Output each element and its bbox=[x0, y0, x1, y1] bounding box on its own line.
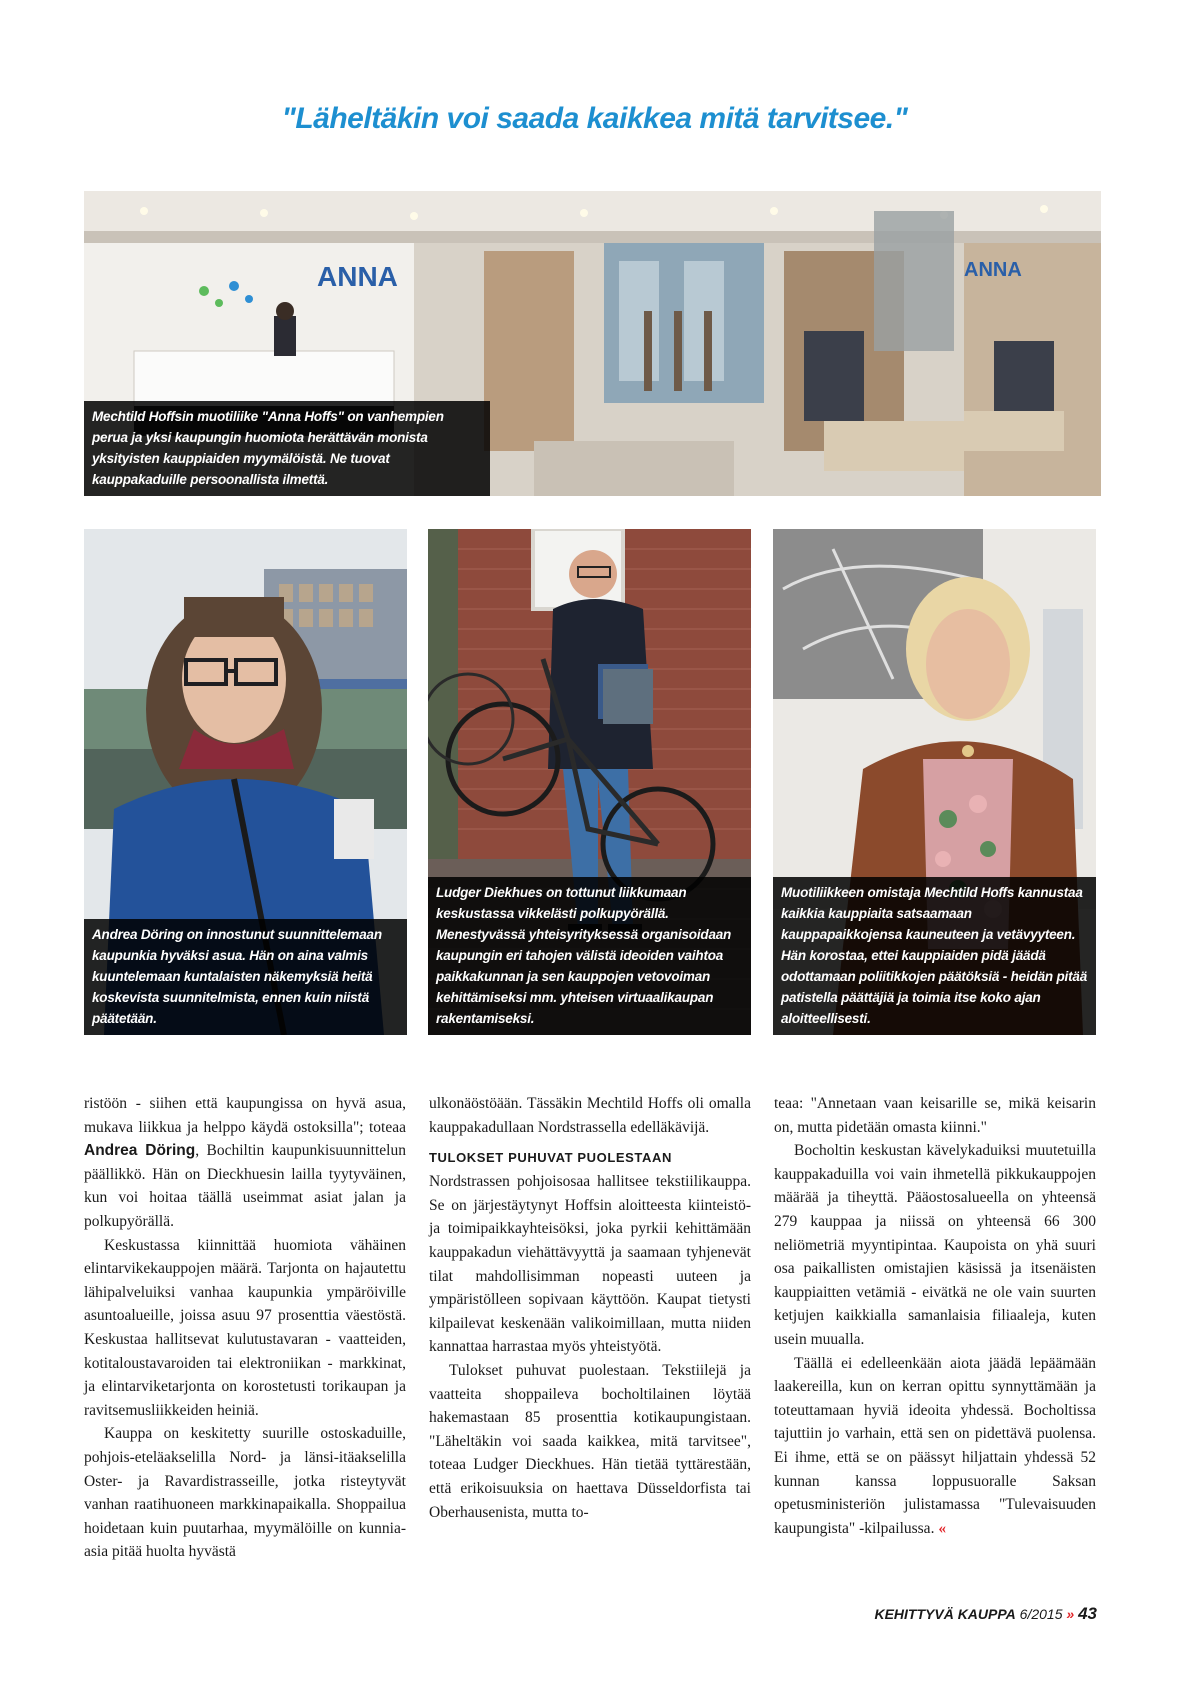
column-2-paragraph-2: Nordstrassen pohjoisosaa hallitsee tekstiilikauppa. Se on järjestäytynyt Hoffsin aloitteesta kiinteistö- ja toimipaikkayhteisöksi, joka pyrkii kehittämään kauppakadun viehättävyyttä ja saamaan tyhjenevät tilat mahdollisimman nopeasti uuteen ja ympäristölleen sopivaan käyttöön. Kaupat tietysti kilpailevat keskenään valikoimillaan, mutta niiden kannattaa harrastaa myös yhteistyötä. bbox=[429, 1173, 751, 1356]
article-column-2 bbox=[429, 1092, 751, 1524]
store-sign-text: ANNA bbox=[317, 261, 398, 292]
mechtild-photo-caption: Muotiliikkeen omistaja Mechtild Hoffs kannustaa kaikkia kauppiaita satsaamaan kauppapaikkojensa kauneuteen ja vetävyyteen. Hän korostaa, ettei kauppiaiden pidä jäädä odottamaan poliitikkojen päätöksiä - heidän pitää patistella päättäjiä ja toimia itse koko ajan aloitteellisesti. bbox=[773, 877, 1096, 1035]
store-photo-caption: Mechtild Hoffsin muotiliike "Anna Hoffs" on vanhempien perua ja yksi kaupungin huomiota herättävän monista yksityisten kauppiaiden myymälöistä. Ne tuovat kauppakaduille persoonallista ilmettä. bbox=[84, 401, 490, 496]
column-3-paragraph-2: Bocholtin keskustan kävelykaduiksi muutetuilla kauppakaduilla voi vain ihmetellä pikkukauppojen määrää ja tiheyttä. Pääostosalueella on yhteensä 279 kauppaa ja niissä on yhteensä 66 300 neliömetriä myyntipintaa. Kaupoista on yhä suuri osa paikallisten omistajien käsissä ja itsenäisten kauppiaitten vetämiä - eivätkä ne ole vain suurten ketjujen kaikkialla samanlaisia filiaaleja, kuten usein muualla. bbox=[774, 1142, 1096, 1348]
column-1-paragraph-1: ristöön - siihen että kaupungissa on hyvä asua, mukava liikkua ja helppo käydä ostoksilla"; toteaa Andrea Döring, Bochiltin kaupunkisuunnittelun päällikkö. Hän on Dieckhuesin lailla tyytyväinen, kun voi hoitaa täällä useimmat asiat jalan ja polkupyörällä. bbox=[84, 1095, 406, 1230]
column-3-paragraph-3: Täällä ei edelleenkään aiota jäädä lepäämään laakereilla, kun on kerran opittu synnyttämään ja toteuttamaan hyviä ideoita yhdessä. Bocholtissa tajuttiin jo varhain, että sen on pidettävä puolensa. Ei ihme, että se on päässyt hiljattain yhdessä 52 kunnan kanssa loppusuoralle Saksan opetusministeriön julistamassa "Tulevaisuuden kaupungista" -kilpailussa. « bbox=[774, 1354, 1096, 1537]
mechtild-hoffs-photo bbox=[773, 529, 1096, 1035]
pull-quote-headline: "Läheltäkin voi saada kaikkea mitä tarvitsee." bbox=[281, 102, 908, 135]
andrea-doring-name: Andrea Döring bbox=[84, 1142, 196, 1160]
column-2-paragraph-3: Tulokset puhuvat puolestaan. Tekstiilejä ja vaatteita shoppaileva bocholtilainen löytää hakemastaan 85 prosenttia kotikaupungistaan. "Läheltäkin voi saada kaikkea, mitä tarvitsee", toteaa Ludger Dieckhues. Hän tietää tyttärestään, että erikoisuuksia on haettava Düsseldorfista tai Oberhausenista, mutta to- bbox=[429, 1361, 751, 1521]
store-interior-photo bbox=[84, 191, 1101, 496]
issue-number: 6/2015 bbox=[1019, 1606, 1063, 1622]
footer-arrows: » bbox=[1066, 1606, 1075, 1622]
page-footer bbox=[874, 1604, 1097, 1624]
section-subheading: TULOKSET PUHUVAT PUOLESTAAN bbox=[429, 1150, 672, 1166]
column-2-paragraph-1: ulkonäöstöään. Tässäkin Mechtild Hoffs oli omalla kauppakadullaan Nordstrassella edelläkävijä. bbox=[429, 1095, 751, 1136]
andrea-photo-caption: Andrea Döring on innostunut suunnittelemaan kaupunkia hyväksi asua. Hän on aina valmis kuuntelemaan kuntalaisten näkemyksiä heitä koskevista suunnitelmista, ennen kuin niistä päätetään. bbox=[84, 919, 407, 1035]
ludger-diekhues-photo bbox=[428, 529, 751, 1035]
ludger-photo-caption: Ludger Diekhues on tottunut liikkumaan keskustassa vikkelästi polkupyörällä. Menestyvässä yhteisyrityksessä organisoidaan kaupungin eri tahojen välistä ideoiden vaihtoa paikkakunnan ja sen kauppojen vetovoiman kehittämiseksi mm. yhteisen virtuaalikaupan rakentamiseksi. bbox=[428, 877, 751, 1035]
magazine-name: KEHITTYVÄ KAUPPA bbox=[874, 1606, 1016, 1622]
column-1-paragraph-2: Keskustassa kiinnittää huomiota vähäinen elintarvikekauppojen määrä. Tarjonta on hajautettu lähipalveluiksi vanhaa kaupunkia ympäröiville asuntoalueille, joissa asuu 97 prosenttia väestöstä. Keskustaa hallitsevat kulutustavaran - vaatteiden, kotitaloustavaroiden tai elektroniikan - markkinat, ja elintarviketarjonta on korostetusti torikaupan ja ravitsemusliikkeiden heiniä. bbox=[84, 1236, 406, 1419]
column-1-paragraph-3: Kauppa on keskitetty suurille ostoskaduille, pohjois-eteläakselilla Nord- ja länsi-itäakselilla Oster- ja Ravardistrasseille, jotka risteytyvät vanhan raatihuoneen markkinapaikalla. Shoppailua hoidetaan kuin puutarhaa, myymälöille on kunnia-asia pitää huolta hyvästä bbox=[84, 1425, 406, 1561]
article-column-1 bbox=[84, 1092, 406, 1564]
andrea-doring-photo bbox=[84, 529, 407, 1035]
page-number: 43 bbox=[1078, 1604, 1097, 1623]
column-3-paragraph-1: teaa: "Annetaan vaan keisarille se, mikä keisarin on, mutta pidetään omasta kiinni." bbox=[774, 1095, 1096, 1136]
article-column-3 bbox=[774, 1092, 1096, 1540]
store-sign-text-right: ANNA bbox=[964, 259, 1022, 281]
article-end-mark: « bbox=[938, 1519, 947, 1537]
